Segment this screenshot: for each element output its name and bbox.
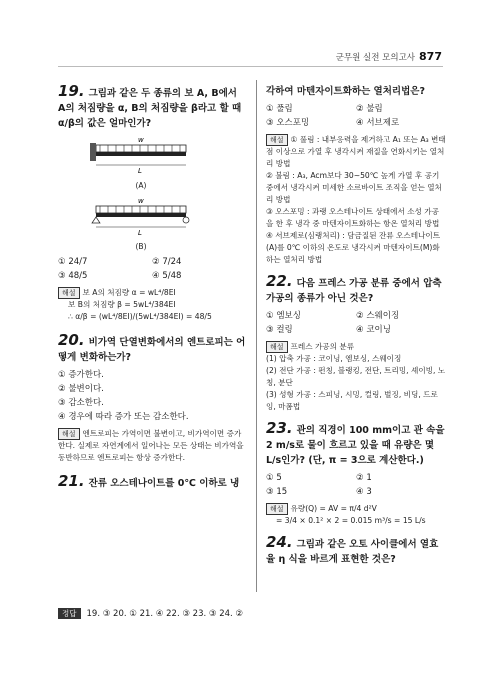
option-4[interactable]: ④ 경우에 따라 증가 또는 감소한다. [58,412,189,422]
solution-line: 보 B의 처짐량 β = 5wL⁴/384EI [68,300,176,309]
header-rule [58,66,443,67]
solution-line: (1) 압축 가공 : 코이닝, 엠보싱, 스웨이징 [266,354,402,363]
option-2[interactable]: ② 1 [356,473,372,483]
question-text: 다음 프레스 가공 분류 중에서 압축 가공의 종류가 아닌 것은? [266,278,442,304]
question-22 [266,274,446,413]
solution-line: 보 A의 처짐량 α = wL⁴/8EI [82,288,176,297]
option-2[interactable]: ② 불변이다. [58,384,104,394]
option-4[interactable]: ④ 서브제로 [356,118,400,128]
question-23 [266,421,446,527]
beam-diagram-a [86,135,196,175]
solution-tag: 해설 [266,341,288,353]
question-20 [58,333,246,464]
option-1[interactable]: ① 풀림 [266,104,293,114]
solution-tag: 해설 [58,287,80,299]
solution [58,428,246,464]
options [266,102,446,130]
option-4[interactable]: ④ 3 [356,487,372,497]
solution-line: ④ 서브제로(심랭처리) : 담금질된 잔류 오스테나이트(A)를 0℃ 이하의 온도로 냉각시켜 마텐자이트(M)화하는 열처리 방법 [266,231,441,264]
options [266,471,446,499]
question-text-continued: 각하여 마텐자이트화하는 열처리법은? [266,86,425,97]
option-1[interactable]: ① 5 [266,473,282,483]
solution [266,134,446,266]
option-2[interactable]: ② 스웨이징 [356,311,400,321]
solution-line: (2) 전단 가공 : 펀칭, 블랭킹, 전단, 트리밍, 셰이빙, 노칭, 분단 [266,366,446,387]
figure-label-b: (B) [135,242,147,251]
option-1[interactable]: ① 증가한다. [58,370,104,380]
answer-key-text: 19. ③ 20. ① 21. ④ 22. ③ 23. ③ 24. ② [86,609,244,619]
solution [266,341,446,413]
solution-line: = 3/4 × 0.1² × 2 = 0.015 m³/s = 15 L/s [276,516,426,525]
question-number: 21. [58,472,85,490]
question-number: 23. [266,419,293,437]
left-column [58,84,246,494]
options [58,255,246,283]
option-3[interactable]: ③ 15 [266,487,288,497]
load-label: w [138,197,144,205]
option-1[interactable]: ① 엠보싱 [266,311,301,321]
options [266,309,446,337]
question-text: 관의 직경이 100 mm이고 관 속을 2 m/s로 물이 흐르고 있을 때 유량은 몇 L/s인가? (단, π = 3으로 계산한다.) [266,425,445,466]
span-label: L [138,167,142,175]
page-header [336,50,442,63]
question-21-cont [266,84,446,266]
solution [266,503,446,527]
question-number: 20. [58,331,85,349]
solution-tag: 해설 [58,428,80,440]
book-title: 군무원 실전 모의고사 [335,53,416,63]
beam-figure-a [86,135,246,192]
figure-label-a: (A) [135,181,147,190]
question-text: 그림과 같은 두 종류의 보 A, B에서 A의 처짐량을 α, B의 처짐량을 β라고 할 때 α/β의 값은 얼마인가? [58,88,242,129]
column-divider [256,80,257,592]
options [58,368,246,424]
question-21-start [58,474,246,491]
option-4[interactable]: ④ 5/48 [152,271,182,281]
question-text: 그림과 같은 오토 사이클에서 열효율 η 식을 바르게 표현한 것은? [266,539,439,565]
option-3[interactable]: ③ 오스포밍 [266,118,310,128]
span-label: L [138,229,142,236]
question-24 [266,535,446,567]
solution-line: 프레스 가공의 분류 [290,342,355,351]
answer-key-label: 정답 [58,608,81,619]
page-number: 877 [419,50,442,63]
question-text: 비가역 단열변화에서의 엔트로피는 어떻게 변화하는가? [58,337,246,363]
solution-tag: 해설 [266,503,288,515]
beam-diagram-b [86,196,196,236]
solution-line: 유량(Q) = AV = π/4 d²V [290,504,377,513]
option-3[interactable]: ③ 48/5 [58,271,88,281]
option-4[interactable]: ④ 코이닝 [356,325,391,335]
solution-line: ① 풀림 : 내부응력을 제거하고 A₁ 또는 A₃ 변태점 이상으로 가열 후 냉각시켜 재질을 연화시키는 열처리 방법 [266,135,446,168]
option-3[interactable]: ③ 감소한다. [58,398,104,408]
question-number: 24. [266,533,293,551]
beam-figure-b [86,196,246,253]
option-2[interactable]: ② 7/24 [152,257,182,267]
question-19 [58,84,246,323]
solution-line: (3) 성형 가공 : 스피닝, 시밍, 컬링, 벌징, 비딩, 드로잉, 마폼법 [266,390,438,411]
solution-line: ∴ α/β = (wL⁴/8EI)/(5wL⁴/384EI) = 48/5 [68,312,212,321]
solution [58,287,246,323]
solution-line: ③ 오스포밍 : 과랭 오스테나이트 상태에서 소성 가공을 한 후 냉각 중 마텐자이트화하는 항온 열처리 방법 [266,207,440,228]
option-2[interactable]: ② 불림 [356,104,383,114]
question-number: 22. [266,272,293,290]
load-label: w [138,136,144,144]
solution-line: ② 불림 : A₃, Acm보다 30~50℃ 높게 가열 후 공기 중에서 냉각시켜 미세한 소르바이트 조직을 얻는 열처리 방법 [266,171,442,204]
solution-text: 엔트로피는 가역이면 불변이고, 비가역이면 증가한다. 실제로 자연계에서 일어나는 모든 상태는 비가역을 동반하므로 엔트로피는 항상 증가한다. [58,429,244,462]
answer-key [58,608,448,619]
right-column [266,84,446,570]
solution-tag: 해설 [266,134,288,146]
question-text: 잔류 오스테나이트를 0℃ 이하로 냉 [88,478,240,489]
question-number: 19. [58,82,85,100]
option-3[interactable]: ③ 컬링 [266,325,293,335]
option-1[interactable]: ① 24/7 [58,257,88,267]
